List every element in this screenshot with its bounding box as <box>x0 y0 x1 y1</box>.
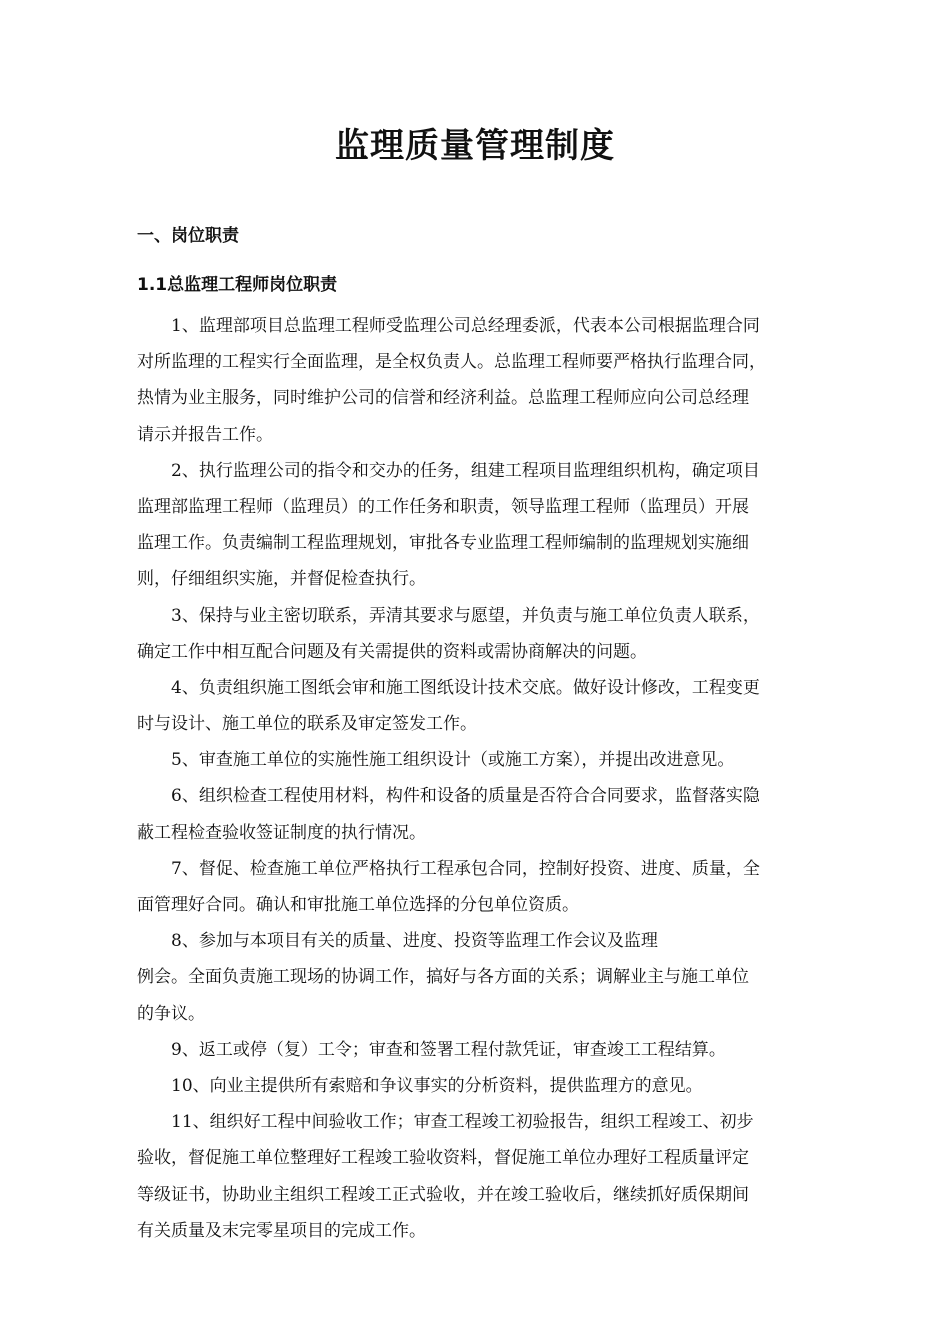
section-heading: 一、岗位职责 <box>137 226 239 246</box>
document-body <box>137 308 837 1249</box>
body-line: 验收，督促施工单位整理好工程竣工验收资料，督促施工单位办理好工程质量评定 <box>137 1148 749 1169</box>
body-line: 请示并报告工作。 <box>137 424 273 445</box>
body-line: 确定工作中相互配合问题及有关需提供的资料或需协商解决的问题。 <box>137 641 647 662</box>
body-line: 8、参加与本项目有关的质量、进度、投资等监理工作会议及监理 <box>171 931 658 952</box>
body-line: 3、保持与业主密切联系，弄清其要求与愿望，并负责与施工单位负责人联系， <box>171 605 760 626</box>
body-line: 对所监理的工程实行全面监理，是全权负责人。总监理工程师要严格执行监理合同， <box>137 352 766 373</box>
body-line: 则，仔细组织实施，并督促检查执行。 <box>137 569 426 590</box>
body-line: 监理部监理工程师（监理员）的工作任务和职责，领导监理工程师（监理员）开展 <box>137 496 749 517</box>
body-line: 5、审查施工单位的实施性施工组织设计（或施工方案），并提出改进意见。 <box>171 750 735 771</box>
body-line: 2、执行监理公司的指令和交办的任务，组建工程项目监理组织机构，确定项目 <box>171 460 760 481</box>
document-title: 监理质量管理制度 <box>335 126 615 166</box>
body-line: 时与设计、施工单位的联系及审定签发工作。 <box>137 714 477 735</box>
body-line: 监理工作。负责编制工程监理规划，审批各专业监理工程师编制的监理规划实施细 <box>137 533 749 554</box>
body-line: 等级证书，协助业主组织工程竣工正式验收，并在竣工验收后，继续抓好质保期间 <box>137 1184 749 1205</box>
body-line: 4、负责组织施工图纸会审和施工图纸设计技术交底。做好设计修改，工程变更 <box>171 677 760 698</box>
body-line: 有关质量及末完零星项目的完成工作。 <box>137 1220 426 1241</box>
body-line: 热情为业主服务，同时维护公司的信誉和经济利益。总监理工程师应向公司总经理 <box>137 388 749 409</box>
body-line: 10、向业主提供所有索赔和争议事实的分析资料，提供监理方的意见。 <box>171 1075 703 1096</box>
body-line: 例会。全面负责施工现场的协调工作，搞好与各方面的关系；调解业主与施工单位 <box>137 967 749 988</box>
body-line: 面管理好合同。确认和审批施工单位选择的分包单位资质。 <box>137 895 579 915</box>
body-line: 9、返工或停（复）工令；审查和签署工程付款凭证，审查竣工工程结算。 <box>171 1039 726 1060</box>
body-line: 11、组织好工程中间验收工作；审查工程竣工初验报告，组织工程竣工、初步 <box>171 1112 754 1133</box>
body-line: 7、督促、检查施工单位严格执行工程承包合同，控制好投资、进度、质量，全 <box>171 858 760 879</box>
body-line: 1、监理部项目总监理工程师受监理公司总经理委派，代表本公司根据监理合同 <box>171 316 760 336</box>
body-line: 蔽工程检查验收签证制度的执行情况。 <box>137 822 426 843</box>
body-line: 的争议。 <box>137 1003 205 1024</box>
subsection-heading: 1.1总监理工程师岗位职责 <box>137 275 338 295</box>
body-line: 6、组织检查工程使用材料，构件和设备的质量是否符合合同要求，监督落实隐 <box>171 786 760 807</box>
